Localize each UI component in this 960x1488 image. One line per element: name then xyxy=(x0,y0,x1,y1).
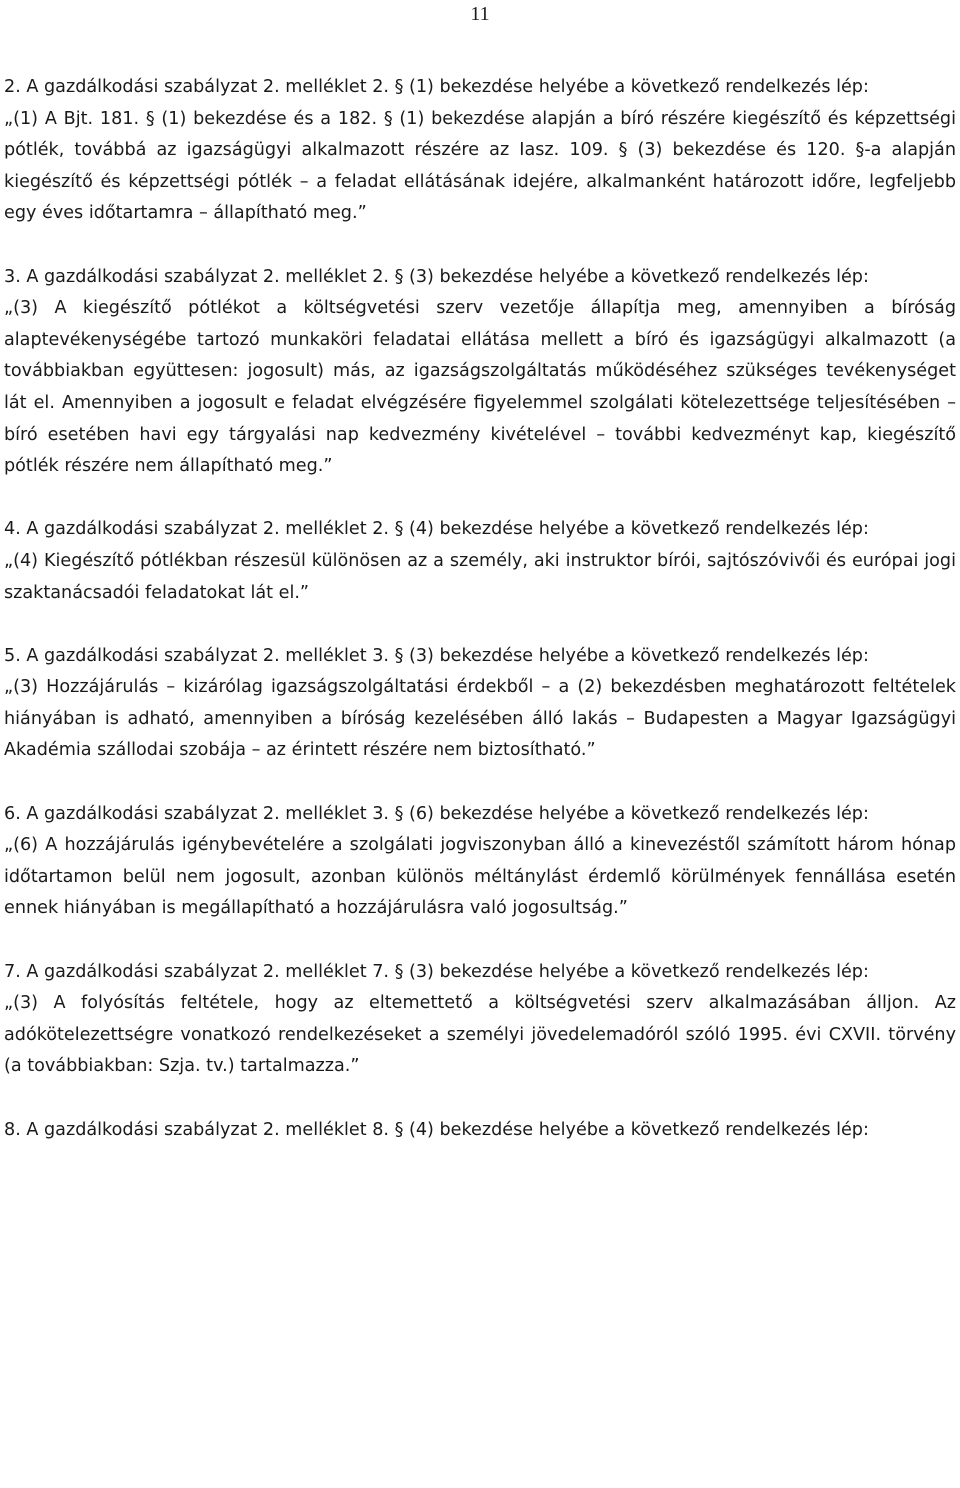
amendment-7-intro: 7. A gazdálkodási szabályzat 2. melléklet 7. § (3) bekezdése helyébe a következő rendelkezés lép: xyxy=(4,961,869,982)
amendment-7-text: „(3) A folyósítás feltétele, hogy az eltemettető a költségvetési szerv alkalmazásában álljon. Az adókötelezettségre vonatkozó rendelkezéseket a személyi jövedelemadóról szóló 1995. évi CXVII. törvény (a továbbiakban: Szja. tv.) tartalmazza.” xyxy=(4,993,956,1077)
amendment-3-text: „(3) A kiegészítő pótlékot a költségvetési szerv vezetője állapítja meg, amennyiben a bíróság alaptevékenységébe tartozó munkaköri feladatai ellátása mellett a bíró és igazságügyi alkalmazott (a továbbiakban együttesen: jogosult) más, az igazságszolgáltatás működéséhez szükséges tevékenységet lát el. Amennyiben a jogosult e feladat elvégzésére figyelemmel szolgálati kötelezettsége teljesítésében – bíró esetében havi egy tárgyalási nap kedvezmény kivételével – további kedvezményt kap, kiegészítő pótlék részére nem állapítható meg.” xyxy=(4,298,956,477)
amendment-8-intro: 8. A gazdálkodási szabályzat 2. melléklet 8. § (4) bekezdése helyébe a következő rendelkezés lép: xyxy=(4,1119,869,1140)
amendment-4-text: „(4) Kiegészítő pótlékban részesül különösen az a személy, aki instruktor bírói, sajtószóvivői és európai jogi szaktanácsadói feladatokat lát el.” xyxy=(4,550,956,603)
amendment-3-intro: 3. A gazdálkodási szabályzat 2. melléklet 2. § (3) bekezdése helyébe a következő rendelkezés lép: xyxy=(4,266,869,287)
amendment-2-intro: 2. A gazdálkodási szabályzat 2. melléklet 2. § (1) bekezdése helyébe a következő rendelkezés lép: xyxy=(4,77,869,97)
amendment-6-intro: 6. A gazdálkodási szabályzat 2. melléklet 3. § (6) bekezdése helyébe a következő rendelkezés lép: xyxy=(4,803,869,824)
amendment-5-intro: 5. A gazdálkodási szabályzat 2. melléklet 3. § (3) bekezdése helyébe a következő rendelkezés lép: xyxy=(4,645,869,666)
document-body xyxy=(4,72,956,1146)
amendment-2-text: „(1) A Bjt. 181. § (1) bekezdése és a 182. § (1) bekezdése alapján a bíró részére kiegészítő és képzettségi pótlék, továbbá az igazságügyi alkalmazott részére az Iasz. 109. § (3) bekezdése és 120. §-a alapján kiegészítő és képzettségi pótlék – a feladat ellátásának idejére, alkalmanként határozott időre, legfeljebb egy éves időtartamra – állapítható meg.” xyxy=(4,108,956,224)
amendment-6-text: „(6) A hozzájárulás igénybevételére a szolgálati jogviszonyban álló a kinevezéstől számított három hónap időtartamon belül nem jogosult, azonban különös méltánylást érdemlő körülmények fennállása esetén ennek hiányában is megállapítható a hozzájárulásra való jogosultság.” xyxy=(4,835,956,919)
amendment-4-intro: 4. A gazdálkodási szabályzat 2. melléklet 2. § (4) bekezdése helyébe a következő rendelkezés lép: xyxy=(4,519,869,540)
page-number: 11 xyxy=(470,3,490,25)
amendment-5-text: „(3) Hozzájárulás – kizárólag igazságszolgáltatási érdekből – a (2) bekezdésben meghatározott feltételek hiányában is adható, amennyiben a bíróság kezelésében álló lakás – Budapesten a Magyar Igazságügyi Akadémia szállodai szobája – az érintett részére nem biztosítható.” xyxy=(4,677,956,761)
